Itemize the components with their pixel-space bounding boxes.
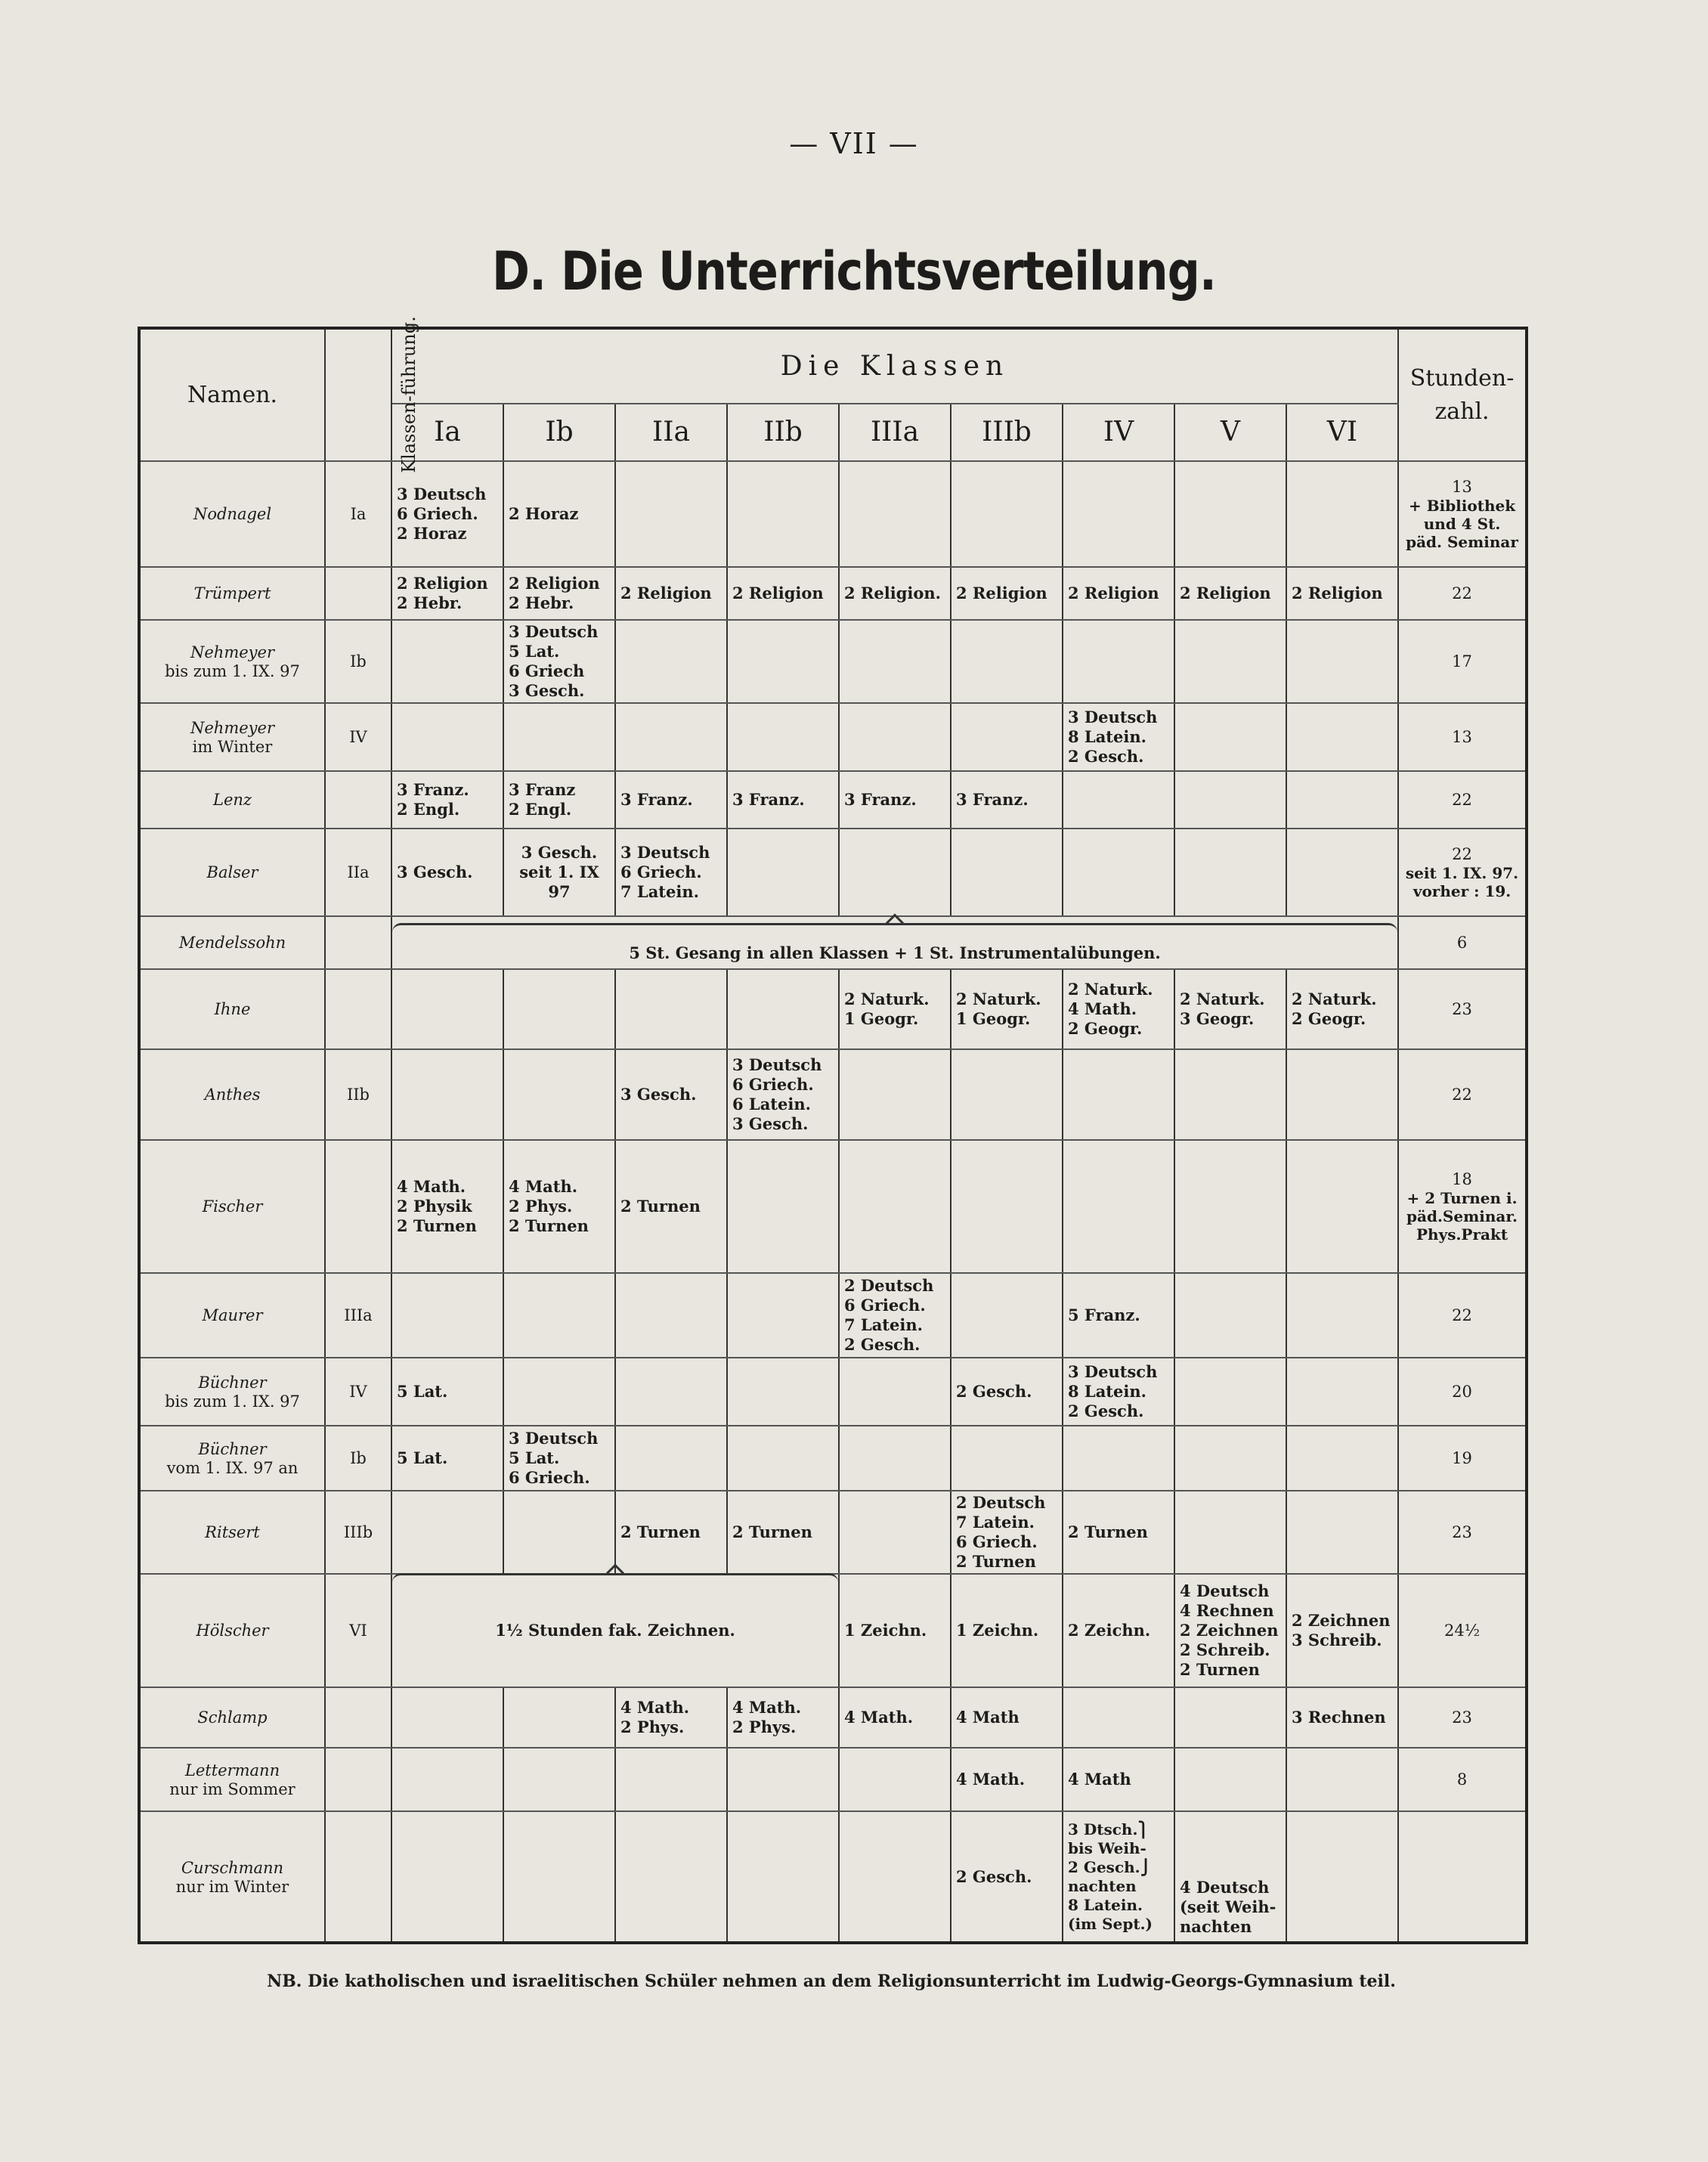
cell-vi: 3 Rechnen: [1286, 1687, 1398, 1748]
teacher-name-note: vom 1. IX. 97 an: [166, 1459, 299, 1477]
cell-iiib: 2 Religion: [951, 567, 1063, 620]
cell-ia: 5 Lat.: [391, 1358, 503, 1426]
teacher-name: Trümpert: [139, 567, 325, 620]
hours-note: + Bibliothek und 4 St. päd. Seminar: [1406, 497, 1518, 551]
hours-value: 23: [1398, 1491, 1527, 1574]
class-lead: Ib: [325, 1426, 391, 1491]
hours-note: seit 1. IX. 97. vorher : 19.: [1405, 864, 1519, 900]
cell-iv: 2 Zeichn.: [1063, 1574, 1174, 1687]
hours-value: [1398, 1811, 1527, 1943]
page-title: D. Die Unterrichtsverteilung.: [491, 240, 1217, 302]
cell-iiia: 2 Naturk. 1 Geogr.: [839, 969, 951, 1049]
table-row: [139, 829, 1527, 916]
class-lead: IIIb: [325, 1491, 391, 1574]
hours-value: 24½: [1398, 1574, 1527, 1687]
teacher-name: Balser: [139, 829, 325, 916]
class-lead: IIa: [325, 829, 391, 916]
hours-value: 17: [1398, 620, 1527, 703]
cell-iib: 4 Math. 2 Phys.: [727, 1687, 839, 1748]
teacher-name: Ritsert: [139, 1491, 325, 1574]
teacher-name: Fischer: [139, 1140, 325, 1273]
teacher-name: Maurer: [139, 1273, 325, 1358]
hours-value: 23: [1398, 1687, 1527, 1748]
cell-iv: 2 Turnen: [1063, 1491, 1174, 1574]
page-number: — VII —: [789, 127, 919, 160]
hours-value: 22: [1398, 771, 1527, 829]
teacher-name: [139, 703, 325, 771]
teacher-name-note: nur im Sommer: [169, 1780, 295, 1798]
hours-value: 22: [1398, 1273, 1527, 1358]
cell-iib: 3 Franz.: [727, 771, 839, 829]
table-row: [139, 1358, 1527, 1426]
cell-iia: 2 Turnen: [615, 1140, 727, 1273]
cell-ib: 3 Deutsch 5 Lat. 6 Griech 3 Gesch.: [503, 620, 615, 703]
span-text: 5 St. Gesang in allen Klassen + 1 St. Instrumentalübungen.: [629, 943, 1161, 962]
table-row: [139, 1811, 1527, 1943]
header-class-iiia: IIIa: [839, 404, 951, 461]
table-row: [139, 969, 1527, 1049]
header-stundenzahl: Stunden-zahl.: [1398, 328, 1527, 461]
hours: [1398, 461, 1527, 567]
teacher-name-text: Büchner: [198, 1440, 267, 1458]
schedule-table: [138, 316, 1528, 1944]
cell-iia: 3 Gesch.: [615, 1049, 727, 1140]
cell-ia: 2 Religion 2 Hebr.: [391, 567, 503, 620]
cell-iib: 3 Deutsch 6 Griech. 6 Latein. 3 Gesch.: [727, 1049, 839, 1140]
teacher-name: Anthes: [139, 1049, 325, 1140]
class-lead: IV: [325, 703, 391, 771]
class-lead: IIb: [325, 1049, 391, 1140]
teacher-name-note: bis zum 1. IX. 97: [165, 1392, 300, 1411]
header-klassenfuehrung-text: Klassen-führung.: [398, 316, 419, 473]
hours-value: 13: [1398, 703, 1527, 771]
hours-value: 23: [1398, 969, 1527, 1049]
header-class-iib: IIb: [727, 404, 839, 461]
class-lead: IIIa: [325, 1273, 391, 1358]
table-row: [139, 916, 1527, 969]
hours-value: 19: [1398, 1426, 1527, 1491]
hours-value: 20: [1398, 1358, 1527, 1426]
table-row: [139, 1049, 1527, 1140]
cell-iiib: 2 Gesch.: [951, 1358, 1063, 1426]
hours-value: 22: [1452, 845, 1472, 863]
cell-iv: 3 Deutsch 8 Latein. 2 Gesch.: [1063, 1358, 1174, 1426]
table-row: [139, 1574, 1527, 1687]
cell-iv: 2 Naturk. 4 Math. 2 Geogr.: [1063, 969, 1174, 1049]
cell-vi: 2 Zeichnen 3 Schreib.: [1286, 1574, 1398, 1687]
teacher-name: [139, 1748, 325, 1811]
cell-v: 2 Naturk. 3 Geogr.: [1174, 969, 1286, 1049]
header-class-iv: IV: [1063, 404, 1174, 461]
cell-iv: 5 Franz.: [1063, 1273, 1174, 1358]
teacher-name: Hölscher: [139, 1574, 325, 1687]
cell-ia: 4 Math. 2 Physik 2 Turnen: [391, 1140, 503, 1273]
teacher-name: Nodnagel: [139, 461, 325, 567]
cell-iiib: 2 Deutsch 7 Latein. 6 Griech. 2 Turnen: [951, 1491, 1063, 1574]
cell-iiia: 2 Deutsch 6 Griech. 7 Latein. 2 Gesch.: [839, 1273, 951, 1358]
cell-iia: 2 Religion: [615, 567, 727, 620]
teacher-name-note: im Winter: [192, 738, 273, 756]
teacher-name-text: Curschmann: [181, 1858, 284, 1877]
teacher-name: Ihne: [139, 969, 325, 1049]
cell-ia: 3 Gesch.: [391, 829, 503, 916]
teacher-name-note: nur im Winter: [175, 1877, 289, 1896]
cell-ib: 2 Horaz: [503, 461, 615, 567]
cell-iiib: 2 Naturk. 1 Geogr.: [951, 969, 1063, 1049]
cell-iiib: 1 Zeichn.: [951, 1574, 1063, 1687]
cell-iia: 3 Deutsch 6 Griech. 7 Latein.: [615, 829, 727, 916]
cell-iib: 2 Turnen: [727, 1491, 839, 1574]
teacher-name: [139, 1358, 325, 1426]
hours: [1398, 1140, 1527, 1273]
cell-iib: 2 Religion: [727, 567, 839, 620]
table-row: [139, 461, 1527, 567]
teacher-name-text: Lettermann: [184, 1761, 280, 1779]
teacher-name: Lenz: [139, 771, 325, 829]
cell-iiib: 2 Gesch.: [951, 1811, 1063, 1943]
header-class-ia: Ia: [391, 404, 503, 461]
cell-ib: 3 Franz 2 Engl.: [503, 771, 615, 829]
span-cell: [391, 916, 1398, 969]
teacher-name-text: Nehmeyer: [190, 719, 274, 737]
cell-iv: 2 Religion: [1063, 567, 1174, 620]
table-row: [139, 1273, 1527, 1358]
hours-value: 22: [1398, 1049, 1527, 1140]
cell-ia: 3 Deutsch 6 Griech. 2 Horaz: [391, 461, 503, 567]
table-row: [139, 1426, 1527, 1491]
cell-ib: 2 Religion 2 Hebr.: [503, 567, 615, 620]
class-lead: VI: [325, 1574, 391, 1687]
hours-value: 22: [1398, 567, 1527, 620]
teacher-name: [139, 620, 325, 703]
table-row: [139, 567, 1527, 620]
cell-iiib: 4 Math: [951, 1687, 1063, 1748]
table-row: [139, 1140, 1527, 1273]
cell-v: 4 Deutsch (seit Weih- nachten: [1174, 1811, 1286, 1943]
cell-ib: 3 Gesch. seit 1. IX 97: [503, 829, 615, 916]
hours-value: 13: [1452, 478, 1472, 496]
cell-iv: 3 Dtsch.⎫ bis Weih- 2 Gesch.⎭ nachten 8 Latein. (im Sept.): [1063, 1811, 1174, 1943]
cell-v: 2 Religion: [1174, 567, 1286, 620]
cell-ia: 5 Lat.: [391, 1426, 503, 1491]
class-lead: IV: [325, 1358, 391, 1426]
teacher-name-text: Nehmeyer: [190, 643, 274, 661]
hours-value: 8: [1398, 1748, 1527, 1811]
table-row: [139, 703, 1527, 771]
cell-iiib: 3 Franz.: [951, 771, 1063, 829]
teacher-name-text: Büchner: [198, 1374, 267, 1392]
cell-vi: 2 Naturk. 2 Geogr.: [1286, 969, 1398, 1049]
cell-ib: 4 Math. 2 Phys. 2 Turnen: [503, 1140, 615, 1273]
class-lead: Ib: [325, 620, 391, 703]
teacher-name: Mendelssohn: [139, 916, 325, 969]
cell-iia: 4 Math. 2 Phys.: [615, 1687, 727, 1748]
cell-v: 4 Deutsch 4 Rechnen 2 Zeichnen 2 Schreib. 2 Turnen: [1174, 1574, 1286, 1687]
brace-line: [392, 1573, 838, 1587]
table-row: [139, 1491, 1527, 1574]
cell-vi: 2 Religion: [1286, 567, 1398, 620]
cell-ib: 3 Deutsch 5 Lat. 6 Griech.: [503, 1426, 615, 1491]
header-die-klassen: Die Klassen: [391, 328, 1398, 404]
class-lead: Ia: [325, 461, 391, 567]
cell-iiia: 3 Franz.: [839, 771, 951, 829]
table-row: [139, 620, 1527, 703]
header-class-iia: IIa: [615, 404, 727, 461]
hours-value: 6: [1398, 916, 1527, 969]
cell-iv: 3 Deutsch 8 Latein. 2 Gesch.: [1063, 703, 1174, 771]
cell-ia: 3 Franz. 2 Engl.: [391, 771, 503, 829]
cell-iiia: 4 Math.: [839, 1687, 951, 1748]
hours-note: + 2 Turnen i. päd.Seminar. Phys.Prakt: [1406, 1189, 1518, 1244]
table-row: [139, 1687, 1527, 1748]
teacher-name: [139, 1811, 325, 1943]
cell-iiia: 1 Zeichn.: [839, 1574, 951, 1687]
cell-iiib: 4 Math.: [951, 1748, 1063, 1811]
cell-iv: 4 Math: [1063, 1748, 1174, 1811]
header-namen: Namen.: [139, 328, 325, 461]
teacher-name: [139, 1426, 325, 1491]
teacher-name-note: bis zum 1. IX. 97: [165, 662, 300, 680]
cell-iiia: 2 Religion.: [839, 567, 951, 620]
hours: [1398, 829, 1527, 916]
header-klassenfuehrung: [325, 316, 419, 473]
cell-iia: 3 Franz.: [615, 771, 727, 829]
hours-value: 18: [1452, 1170, 1472, 1188]
footnote: NB. Die katholischen und israelitischen Schüler nehmen an dem Religionsunterricht im Ludwig-Georgs-Gymnasium teil.: [267, 1972, 1396, 1991]
table-row: [139, 1748, 1527, 1811]
brace-line: [392, 923, 1397, 937]
span-text: 1½ Stunden fak. Zeichnen.: [495, 1621, 735, 1640]
header-class-ib: Ib: [503, 404, 615, 461]
header-class-iiib: IIIb: [951, 404, 1063, 461]
table-row: [139, 771, 1527, 829]
header-class-vi: VI: [1286, 404, 1398, 461]
span-cell: [391, 1574, 839, 1687]
header-class-v: V: [1174, 404, 1286, 461]
teacher-name: Schlamp: [139, 1687, 325, 1748]
cell-iia: 2 Turnen: [615, 1491, 727, 1574]
